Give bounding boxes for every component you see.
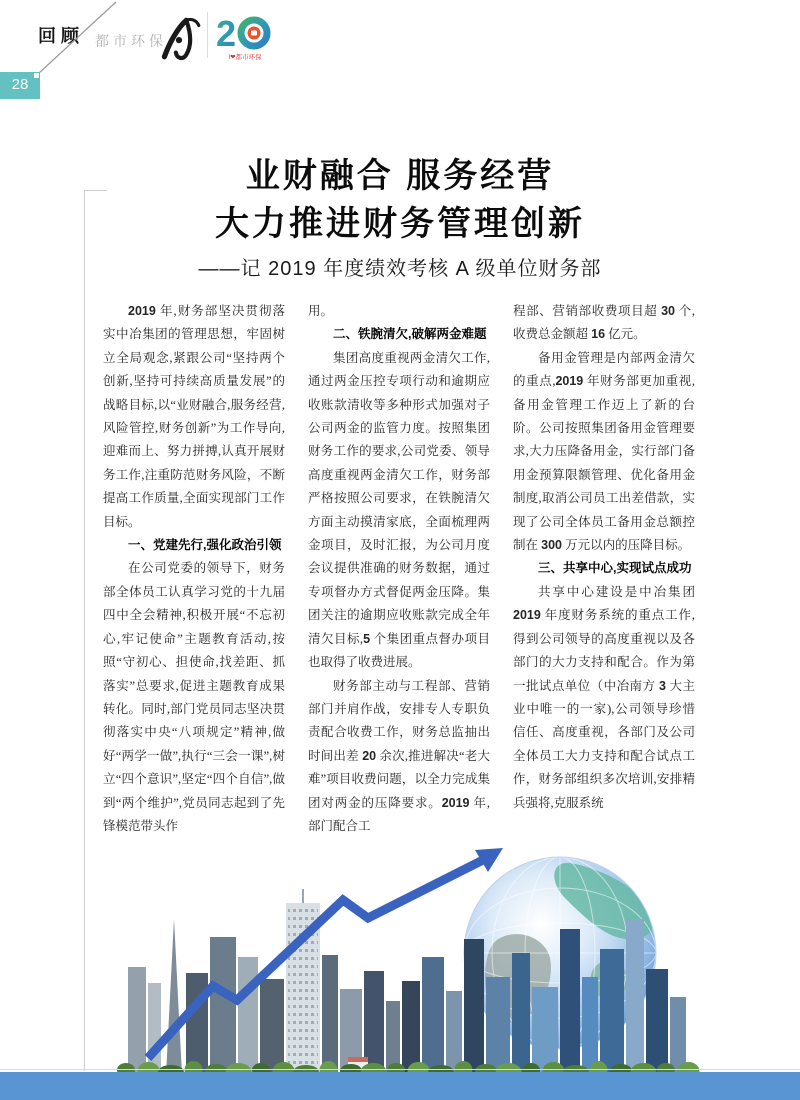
growth-city-illustration bbox=[100, 843, 700, 1083]
building bbox=[186, 973, 208, 1075]
section-heading: 二、铁腕清欠,破解两金难题 bbox=[333, 327, 487, 342]
building-white-tower bbox=[286, 889, 320, 1075]
building bbox=[600, 949, 624, 1075]
building bbox=[128, 967, 146, 1075]
body-paragraph: 财务部主动与工程部、营销部门并肩作战，安排专人专职负责配合收费工作，财务总监抽出时间出差 20 余次,推进解决“老大难”项目收费问题，以全力完成集团对两金的压降要求。2019 年,部门配合工 bbox=[308, 678, 490, 833]
logo-seal-glyph bbox=[251, 31, 257, 36]
body-paragraph: 在公司党委的领导下，财务部全体员工认真学习党的十九届四中全会精神,积极开展“不忘初心,牢记使命”主题教育活动,按照“守初心、担使命,找差距、抓落实”总要求,促进主题教育成果转化。同时,部门党员同志坚决贯彻落实中央“八项规定”精神,做好“两学一做”,执行“三会一课”,树立“四个意识”,坚定“四个自信”,做到“两个维护”,党员同志起到了先锋模范带头作 bbox=[103, 561, 285, 833]
body-paragraph: 共享中心建设是中冶集团 2019 年度财务系统的重点工作,得到公司领导的高度重视以及各部门的大力支持和配合。作为第一批试点单位（中冶南方 3 大主业中唯一的一家),公司领导珍惜信任、高度重视，各部门及公司全体员工大力支持和配合试点工作，财务部组织多次培训,安排精兵强将,克服系统 bbox=[513, 584, 695, 810]
calligraphy-logo-icon bbox=[154, 14, 204, 62]
text-column-1 bbox=[103, 300, 285, 844]
building bbox=[402, 981, 420, 1075]
section-heading: 一、党建先行,强化政治引领 bbox=[128, 538, 282, 553]
section-label: 回顾 bbox=[38, 26, 84, 46]
body-paragraph: 2019 年,财务部坚决贯彻落实中冶集团的管理思想，牢固树立全局观念,紧跟公司“坚持两个创新,坚持可持续高质量发展”的战略目标,以“业财融合,服务经营,风险管控,财务创新”为工作导向,迎难而上、努力拼搏,认真开展财务工作,注重防范财务风险，不断提高工作质量,全面实现部门工作目标。 bbox=[103, 304, 285, 529]
article-body bbox=[103, 300, 695, 844]
building bbox=[238, 957, 258, 1075]
building bbox=[148, 983, 161, 1075]
building bbox=[210, 937, 236, 1075]
logo-tagline: I❤都市环保 bbox=[228, 54, 262, 61]
text-column-3 bbox=[513, 300, 695, 844]
article-subtitle: ——记 2019 年度绩效考核 A 级单位财务部 bbox=[198, 258, 602, 280]
logo-digit-2: 2 bbox=[216, 13, 237, 54]
body-paragraph: 集团高度重视两金清欠工作,通过两金压控专项行动和逾期应收账款清收等多种形式加强对子公司两金的监管力度。按照集团财务工作的要求,公司党委、领导高度重视两金清欠工作，财务部严格按照公司要求，在铁腕清欠方面主动摸清家底，全面梳理两金项目，及时汇报，为公司月度会议提供准确的财务数据，通过专项督办方式督促两金压降。集团关注的逾期应收账款完成全年清欠目标,5 个集团重点督办项目也取得了收费进展。 bbox=[308, 350, 490, 670]
text-column-2 bbox=[308, 300, 490, 844]
building bbox=[626, 919, 644, 1075]
building bbox=[464, 939, 484, 1075]
building bbox=[486, 977, 510, 1075]
building-spire bbox=[166, 919, 182, 1075]
article-title bbox=[90, 152, 710, 248]
building bbox=[582, 977, 598, 1075]
page-number-box bbox=[0, 72, 40, 99]
building bbox=[512, 953, 530, 1075]
page-number: 28 bbox=[11, 76, 29, 93]
body-paragraph: 程部、营销部收费项目超 30 个,收费总金额超 16 亿元。 bbox=[513, 304, 695, 342]
building bbox=[560, 929, 580, 1075]
anniversary-20-logo bbox=[215, 10, 273, 62]
body-paragraph: 备用金管理是内部两金清欠的重点,2019 年财务部更加重视,备用金管理工作迈上了新的台阶。公司按照集团备用金管理要求,大力压降备用金，实行部门备用金预算限额管理、优化备用金制度,取消公司员工出差借款，实现了公司全体员工备用金总额控制在 300 万元以内的压降目标。 bbox=[513, 350, 695, 553]
building bbox=[532, 987, 558, 1075]
article-title-line2: 大力推进财务管理创新 bbox=[215, 205, 585, 243]
body-paragraph: 用。 bbox=[308, 304, 334, 318]
building bbox=[322, 955, 338, 1075]
footer-bar bbox=[0, 1072, 800, 1100]
header-divider bbox=[207, 12, 208, 58]
article-title-line1: 业财融合 服务经营 bbox=[245, 157, 555, 195]
section-heading: 三、共享中心,实现试点成功 bbox=[538, 561, 692, 576]
building bbox=[260, 979, 284, 1075]
building bbox=[646, 969, 668, 1075]
brand-text: 都市环保 bbox=[95, 33, 167, 49]
building-lowrise-roof bbox=[348, 1057, 368, 1062]
building bbox=[422, 957, 444, 1075]
footer-hairline bbox=[0, 1069, 800, 1070]
